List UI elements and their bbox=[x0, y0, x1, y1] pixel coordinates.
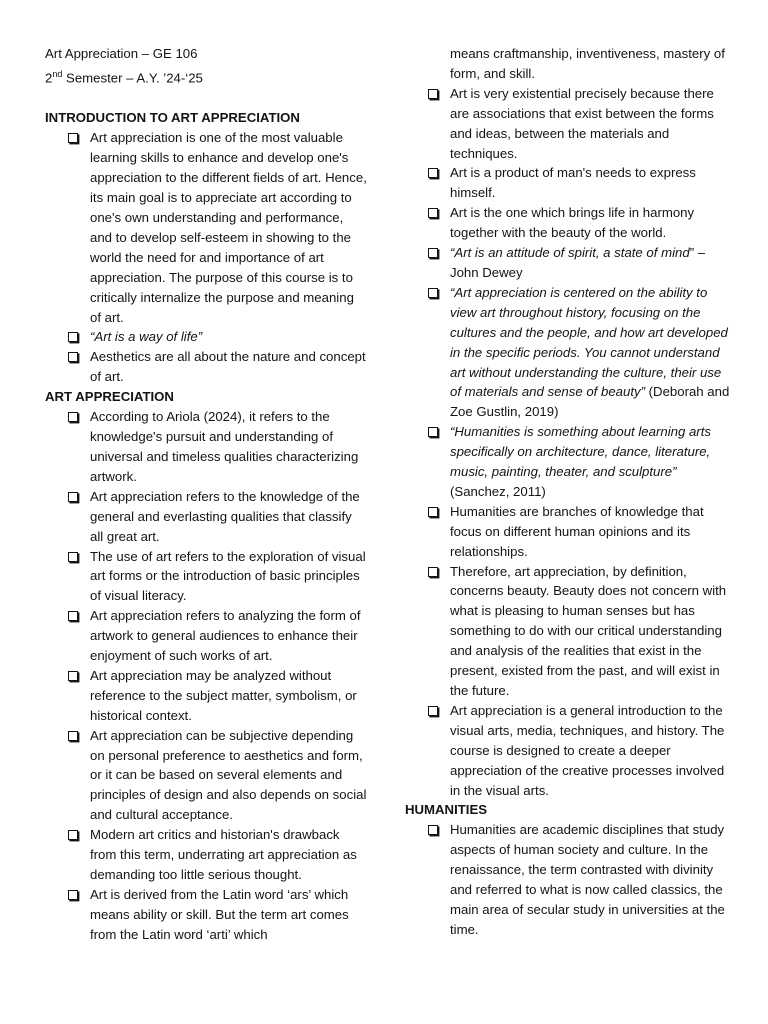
list-item: “Art is a way of life” bbox=[45, 327, 367, 347]
list-item: Art appreciation refers to analyzing the form of artwork to general audiences to enhance their enjoyment of such works of art. bbox=[45, 606, 367, 666]
list-item: Aesthetics are all about the nature and concept of art. bbox=[45, 347, 367, 387]
quote-item-dewey: “Art is an attitude of spirit, a state of mind” – John Dewey bbox=[405, 243, 730, 283]
checkbox-bullet-icon bbox=[68, 133, 78, 143]
checkbox-bullet-icon bbox=[428, 706, 438, 716]
checkbox-bullet-icon bbox=[428, 507, 438, 517]
checkbox-bullet-icon bbox=[68, 890, 78, 900]
checkbox-bullet-icon bbox=[428, 825, 438, 835]
intro-heading: INTRODUCTION TO ART APPRECIATION bbox=[45, 110, 300, 126]
list-item: Art appreciation can be subjective depending on personal preference to aesthetics and form, or it can be based on several elements and principles of design and also depends on social and cultural acceptance. bbox=[45, 726, 367, 826]
list-item-continuation: means craftmanship, inventiveness, mastery of form, and skill. bbox=[450, 46, 725, 81]
semester-number: 2 bbox=[45, 70, 53, 86]
list-item: Art appreciation refers to the knowledge of the general and everlasting qualities that classify all great art. bbox=[45, 487, 367, 547]
list-item: Humanities are academic disciplines that study aspects of human society and culture. In the renaissance, the term contrasted with divinity and referred to what is now called classics, the main area of secular study in universities at the time. bbox=[405, 820, 730, 939]
quote-item-gustlin: “Art appreciation is centered on the ability to view art throughout history, focusing on the cultures and the people, and how art developed in the specific periods. You cannot understand art without understanding the culture, their use of materials and sense of beauty” (Deborah and Zoe Gustlin, 2019) bbox=[405, 283, 730, 422]
list-item: The use of art refers to the exploration of visual art forms or the introduction of basic principles of visual literacy. bbox=[45, 547, 367, 607]
semester-line bbox=[45, 64, 367, 88]
checkbox-bullet-icon bbox=[428, 208, 438, 218]
art-appreciation-heading: ART APPRECIATION bbox=[45, 389, 174, 405]
semester-ordinal: nd bbox=[52, 69, 63, 79]
list-item: Art appreciation is one of the most valuable learning skills to enhance and develop one's appreciation to the different fields of art. Hence, its main goal is to appreciate art according to one's own understanding and performance, and to develop self-esteem in showing to the world the need for and importance of art appreciation. The purpose of this course is to critically internalize the purpose and meaning of art. bbox=[45, 128, 367, 327]
course-title: Art Appreciation – GE 106 bbox=[45, 46, 198, 61]
checkbox-bullet-icon bbox=[428, 89, 438, 99]
checkbox-bullet-icon bbox=[428, 427, 438, 437]
checkbox-bullet-icon bbox=[428, 168, 438, 178]
checkbox-bullet-icon bbox=[68, 830, 78, 840]
list-item: Art is derived from the Latin word ‘ars’ which means ability or skill. But the term art comes from the Latin word ‘arti’ which bbox=[45, 885, 367, 945]
humanities-heading: HUMANITIES bbox=[405, 802, 488, 818]
checkbox-bullet-icon bbox=[68, 671, 78, 681]
checkbox-bullet-icon bbox=[68, 552, 78, 562]
left-column bbox=[45, 44, 367, 945]
checkbox-bullet-icon bbox=[428, 288, 438, 298]
right-column bbox=[405, 44, 730, 940]
quote-item-sanchez: “Humanities is something about learning arts specifically on architecture, dance, literature, music, painting, theater, and sculpture” (Sanchez, 2011) bbox=[405, 422, 730, 502]
checkbox-bullet-icon bbox=[68, 412, 78, 422]
list-item: Art is very existential precisely because there are associations that exist between the forms and ideas, between the materials and techniques. bbox=[405, 84, 730, 164]
semester-text: Semester – A.Y. ’24-‘25 bbox=[62, 70, 203, 86]
list-item: Art appreciation is a general introduction to the visual arts, media, techniques, and history. The course is designed to create a deeper appreciation of the creative processes involved in the visual arts. bbox=[405, 701, 730, 801]
list-item: Humanities are branches of knowledge that focus on different human opinions and its relationships. bbox=[405, 502, 730, 562]
checkbox-bullet-icon bbox=[68, 492, 78, 502]
checkbox-bullet-icon bbox=[68, 731, 78, 741]
list-item: Art appreciation may be analyzed without reference to the subject matter, symbolism, or historical context. bbox=[45, 666, 367, 726]
checkbox-bullet-icon bbox=[428, 248, 438, 258]
list-item: Modern art critics and historian's drawback from this term, underrating art appreciation as demanding too little serious thought. bbox=[45, 825, 367, 885]
list-item: Art is the one which brings life in harmony together with the beauty of the world. bbox=[405, 203, 730, 243]
checkbox-bullet-icon bbox=[428, 567, 438, 577]
list-item: Therefore, art appreciation, by definition, concerns beauty. Beauty does not concern with what is pleasing to human senses but has something to do with our critical understanding and analysis of the realities that exist in the present, existed from the past, and will exist in the future. bbox=[405, 562, 730, 701]
list-item: Art is a product of man's needs to express himself. bbox=[405, 163, 730, 203]
checkbox-bullet-icon bbox=[68, 611, 78, 621]
checkbox-bullet-icon bbox=[68, 332, 78, 342]
checkbox-bullet-icon bbox=[68, 352, 78, 362]
list-item: According to Ariola (2024), it refers to the knowledge's pursuit and understanding of universal and timeless qualities characterizing artwork. bbox=[45, 407, 367, 487]
